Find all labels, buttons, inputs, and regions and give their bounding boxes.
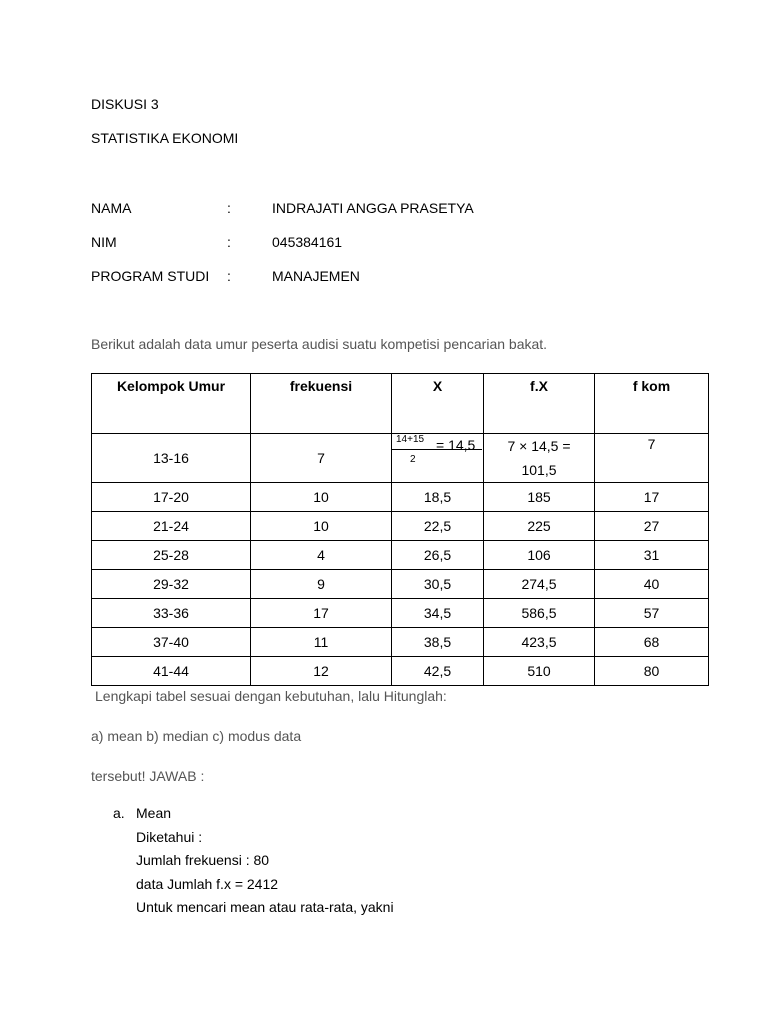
- cell-freq: 17: [251, 599, 392, 628]
- cell-group: 37-40: [92, 628, 251, 657]
- cell-group: 33-36: [92, 599, 251, 628]
- answer-line: Untuk mencari mean atau rata-rata, yakni: [136, 899, 394, 916]
- header-kelompok-umur: Kelompok Umur: [92, 374, 251, 434]
- cell-freq: 12: [251, 657, 392, 686]
- cell-x: 26,5: [392, 541, 484, 570]
- header-fx: f.X: [484, 374, 595, 434]
- fraction-numerator: 14+15: [396, 434, 425, 445]
- answer-line: data Jumlah f.x = 2412: [136, 875, 279, 892]
- answer-lines: [136, 802, 394, 920]
- answer-line: Diketahui :: [136, 828, 203, 845]
- identity-sep-prodi: :: [227, 268, 231, 284]
- cell-freq: 10: [251, 483, 392, 512]
- fraction-bar: [392, 449, 482, 450]
- identity-value-nama: INDRAJATI ANGGA PRASETYA: [272, 200, 474, 216]
- identity-label-prodi: PROGRAM STUDI: [91, 268, 210, 284]
- list-marker: a.: [113, 805, 125, 821]
- table-row: [92, 570, 709, 599]
- cell-fx: 225: [484, 512, 595, 541]
- cell-freq: 4: [251, 541, 392, 570]
- cell-fkom: 68: [595, 628, 709, 657]
- cell-group: 21-24: [92, 512, 251, 541]
- intro-text: Berikut adalah data umur peserta audisi suatu kompetisi pencarian bakat.: [91, 336, 548, 352]
- identity-label-nim: NIM: [91, 234, 117, 250]
- fraction-result: = 14,5: [436, 437, 476, 453]
- cell-freq: 11: [251, 628, 392, 657]
- doc-title: DISKUSI 3: [91, 96, 159, 112]
- cell-x: 38,5: [392, 628, 484, 657]
- doc-subtitle: STATISTIKA EKONOMI: [91, 130, 239, 146]
- table-row: [92, 483, 709, 512]
- cell-x: 30,5: [392, 570, 484, 599]
- table-row: [92, 657, 709, 686]
- cell-x: 42,5: [392, 657, 484, 686]
- cell-fkom: 57: [595, 599, 709, 628]
- cell-x: 22,5: [392, 512, 484, 541]
- table-header-row: [92, 374, 709, 434]
- cell-group: 41-44: [92, 657, 251, 686]
- instruction-line2: a) mean b) median c) modus data: [91, 728, 302, 744]
- header-frekuensi: frekuensi: [251, 374, 392, 434]
- table-row: [92, 599, 709, 628]
- answer-line: Jumlah frekuensi : 80: [136, 852, 270, 869]
- cell-group: 13-16: [92, 434, 251, 483]
- cell-x: 34,5: [392, 599, 484, 628]
- cell-fx: 274,5: [484, 570, 595, 599]
- cell-fx: 586,5: [484, 599, 595, 628]
- cell-freq: 9: [251, 570, 392, 599]
- cell-fx: 423,5: [484, 628, 595, 657]
- fx-line2: 101,5: [521, 462, 557, 478]
- cell-group: 17-20: [92, 483, 251, 512]
- cell-x-fraction: [392, 434, 484, 483]
- cell-group: 25-28: [92, 541, 251, 570]
- cell-fkom: 27: [595, 512, 709, 541]
- answer-line: Mean: [136, 805, 172, 821]
- table-row: [92, 512, 709, 541]
- identity-sep-nim: :: [227, 234, 231, 250]
- identity-value-nim: 045384161: [272, 234, 343, 250]
- cell-fx: 510: [484, 657, 595, 686]
- frequency-table: [91, 373, 709, 686]
- table-row: [92, 434, 709, 483]
- cell-group: 29-32: [92, 570, 251, 599]
- fraction-denominator: 2: [410, 454, 416, 465]
- table-row: [92, 541, 709, 570]
- identity-label-nama: NAMA: [91, 200, 132, 216]
- cell-fkom: 7: [595, 434, 709, 483]
- instruction-line3: tersebut! JAWAB :: [91, 768, 205, 784]
- cell-freq: 10: [251, 512, 392, 541]
- fx-line1: 7 × 14,5 =: [507, 438, 571, 454]
- cell-fkom: 31: [595, 541, 709, 570]
- cell-fkom: 80: [595, 657, 709, 686]
- cell-fx: 106: [484, 541, 595, 570]
- identity-sep-nama: :: [227, 200, 231, 216]
- table-row: [92, 628, 709, 657]
- header-fkom: f kom: [595, 374, 709, 434]
- cell-fkom: 17: [595, 483, 709, 512]
- cell-fx: [484, 434, 595, 483]
- header-x: X: [392, 374, 484, 434]
- instruction-line1: Lengkapi tabel sesuai dengan kebutuhan, lalu Hitunglah:: [95, 688, 447, 704]
- identity-value-prodi: MANAJEMEN: [272, 268, 360, 284]
- cell-fkom: 40: [595, 570, 709, 599]
- cell-x: 18,5: [392, 483, 484, 512]
- cell-freq: 7: [251, 434, 392, 483]
- cell-fx: 185: [484, 483, 595, 512]
